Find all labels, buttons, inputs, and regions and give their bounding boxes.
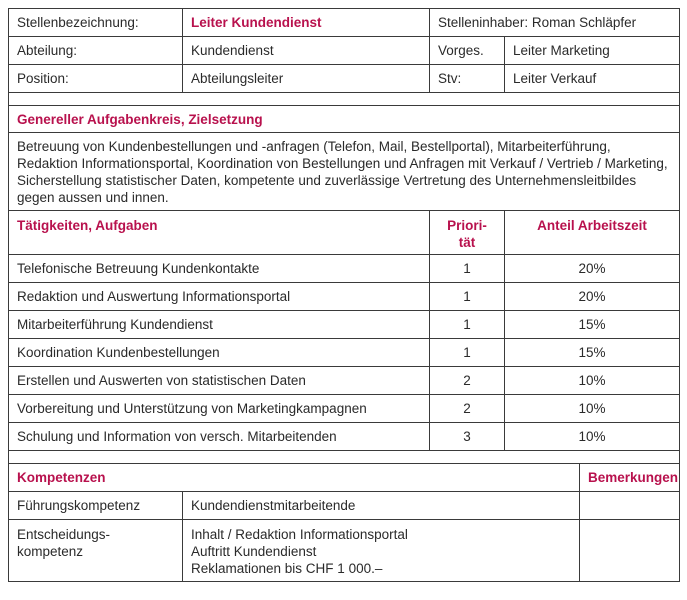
priority-heading: Priori- tät xyxy=(430,211,505,255)
header-row-department xyxy=(9,37,680,65)
department-label: Abteilung: xyxy=(9,37,183,65)
task-name: Erstellen und Auswerten von statistischen Daten xyxy=(9,367,430,395)
spacer-row xyxy=(9,93,680,106)
tasks-heading-row xyxy=(9,211,680,255)
supervisor-value: Leiter Marketing xyxy=(505,37,680,65)
competencies-heading-row xyxy=(9,464,680,492)
holder-value: Roman Schläpfer xyxy=(531,15,637,30)
competencies-heading: Kompetenzen xyxy=(9,464,580,492)
task-share: 20% xyxy=(505,255,680,283)
task-priority: 3 xyxy=(430,423,505,451)
competency-remark xyxy=(580,492,680,520)
table-row xyxy=(9,367,680,395)
header-row-title xyxy=(9,9,680,37)
position-value: Abteilungsleiter xyxy=(183,65,430,93)
task-priority: 1 xyxy=(430,311,505,339)
spacer-cell xyxy=(9,451,680,464)
title-value: Leiter Kundendienst xyxy=(183,9,430,37)
position-label: Position: xyxy=(9,65,183,93)
task-priority: 2 xyxy=(430,367,505,395)
remarks-heading: Bemerkungen xyxy=(580,464,680,492)
task-share: 15% xyxy=(505,339,680,367)
task-priority: 2 xyxy=(430,395,505,423)
general-heading-row xyxy=(9,106,680,133)
general-heading: Genereller Aufgabenkreis, Zielsetzung xyxy=(9,106,680,133)
task-share: 15% xyxy=(505,311,680,339)
task-share: 20% xyxy=(505,283,680,311)
task-name: Schulung und Information von versch. Mitarbeitenden xyxy=(9,423,430,451)
competency-value: Inhalt / Redaktion Informationsportal Auftritt Kundendienst Reklamationen bis CHF 1 000.– xyxy=(183,520,580,582)
task-priority: 1 xyxy=(430,283,505,311)
task-share: 10% xyxy=(505,367,680,395)
job-description-table xyxy=(8,8,680,582)
competency-row xyxy=(9,492,680,520)
competency-value: Kundendienstmitarbeitende xyxy=(183,492,580,520)
task-share: 10% xyxy=(505,423,680,451)
table-row xyxy=(9,395,680,423)
table-row xyxy=(9,311,680,339)
task-share: 10% xyxy=(505,395,680,423)
task-name: Redaktion und Auswertung Informationsportal xyxy=(9,283,430,311)
spacer-row xyxy=(9,451,680,464)
spacer-cell xyxy=(9,93,680,106)
task-priority: 1 xyxy=(430,339,505,367)
task-name: Koordination Kundenbestellungen xyxy=(9,339,430,367)
competency-label: Führungskompetenz xyxy=(9,492,183,520)
competency-label: Entscheidungs- kompetenz xyxy=(9,520,183,582)
table-row xyxy=(9,255,680,283)
task-name: Vorbereitung und Unterstützung von Marketingkampagnen xyxy=(9,395,430,423)
table-row xyxy=(9,339,680,367)
supervisor-label: Vorges. xyxy=(430,37,505,65)
task-priority: 1 xyxy=(430,255,505,283)
holder-cell xyxy=(430,9,680,37)
department-value: Kundendienst xyxy=(183,37,430,65)
deputy-value: Leiter Verkauf xyxy=(505,65,680,93)
general-text-row xyxy=(9,133,680,211)
task-name: Telefonische Betreuung Kundenkontakte xyxy=(9,255,430,283)
table-row xyxy=(9,283,680,311)
competency-remark xyxy=(580,520,680,582)
share-heading: Anteil Arbeitszeit xyxy=(505,211,680,255)
header-row-position xyxy=(9,65,680,93)
table-row xyxy=(9,423,680,451)
competency-row xyxy=(9,520,680,582)
holder-label: Stelleninhaber: xyxy=(438,15,529,30)
title-label: Stellenbezeichnung: xyxy=(9,9,183,37)
task-name: Mitarbeiterführung Kundendienst xyxy=(9,311,430,339)
tasks-heading: Tätigkeiten, Aufgaben xyxy=(9,211,430,255)
deputy-label: Stv: xyxy=(430,65,505,93)
general-text: Betreuung von Kundenbestellungen und -anfragen (Telefon, Mail, Bestellportal), Mitarbeiterführung, Redaktion Informationsportal, Koordination von Bestellungen und Anfragen mit Verkauf / Vertrieb / Marketing, Sicherstellung statistischer Daten, kompetente und zuverlässige Vertretung des Unternehmensleitbildes gegen aussen und innen. xyxy=(9,133,680,211)
